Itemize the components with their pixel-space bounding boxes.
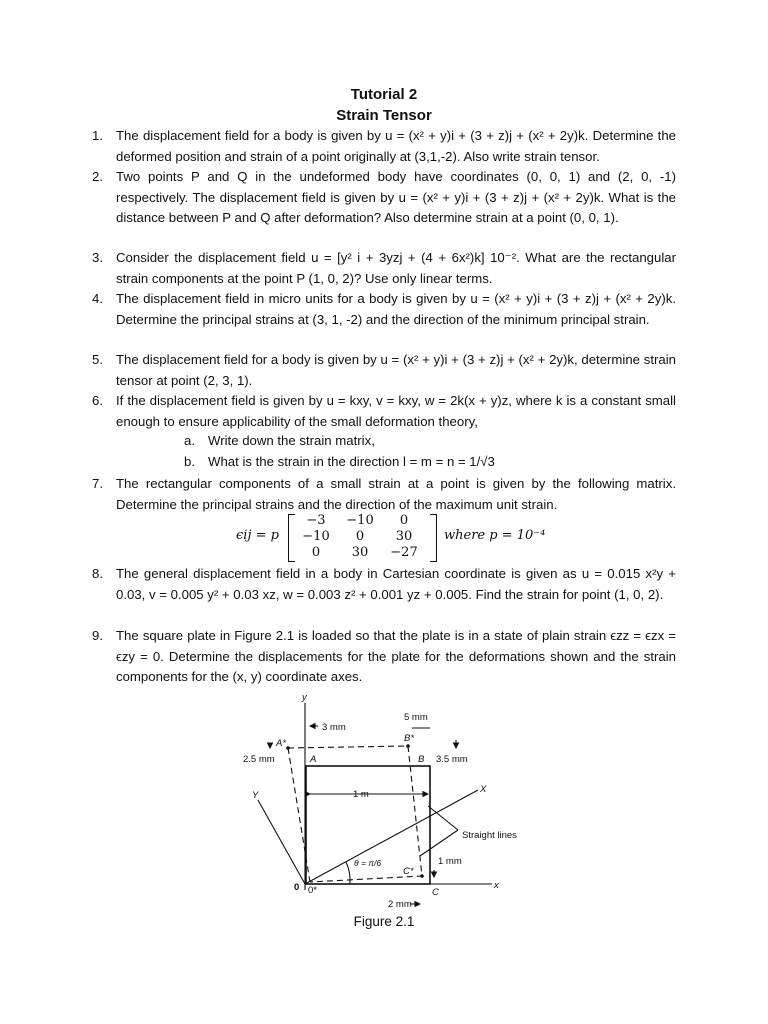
question-8 <box>92 564 676 605</box>
label-origin: 0 <box>294 882 300 893</box>
part-text: What is the strain in the direction l = m = n = 1/√3 <box>208 454 495 469</box>
label-C-star: C* <box>403 866 414 877</box>
question-text: The general displacement field in a body in Cartesian coordinate is given as u = 0.015 x²y + 0.03, v = 0.005 y² + 0.03 xz, w = 0.003 z² + 0.001 yz + 0.005. Find the strain for point (1, 0, 2). <box>116 566 676 602</box>
question-number: 2. <box>92 169 103 184</box>
Y-axis-rotated <box>258 800 305 884</box>
label-1m: 1 m <box>353 789 369 800</box>
strain-matrix <box>236 512 576 560</box>
figure-caption: Figure 2.1 <box>353 914 415 929</box>
label-B-star: B* <box>404 733 415 744</box>
matrix-cell: −3 <box>306 513 326 528</box>
question-number: 1. <box>92 128 103 143</box>
matrix-cell: −27 <box>390 545 418 560</box>
question-number: 5. <box>92 352 103 367</box>
label-2mm: 2 mm <box>388 899 412 910</box>
matrix-bracket-left <box>288 514 295 562</box>
X-axis-rotated <box>305 790 478 884</box>
label-C: C <box>432 887 439 898</box>
matrix-cell: 0 <box>355 529 365 544</box>
question-7 <box>92 474 676 515</box>
question-number: 9. <box>92 628 103 643</box>
question-5 <box>92 350 676 391</box>
deformed-shape <box>288 746 422 882</box>
label-theta: θ = π/6 <box>354 858 382 868</box>
label-5mm: 5 mm <box>404 712 428 723</box>
question-2 <box>92 167 676 229</box>
question-number: 4. <box>92 291 103 306</box>
theta-arc <box>346 862 350 884</box>
part-label: a. <box>184 433 195 448</box>
question-text: The displacement field for a body is given by u = (x² + y)i + (3 + z)j + (x² + 2y)k. Determine the deformed position and strain of a point originally at (3,1,-2). Also write strain tensor. <box>116 128 676 164</box>
question-1 <box>92 126 676 167</box>
leader-line <box>420 830 458 856</box>
question-6 <box>92 391 676 432</box>
matrix-cell: −10 <box>302 529 330 544</box>
matrix-cell: −10 <box>346 513 374 528</box>
label-A: A <box>310 754 317 765</box>
question-number: 6. <box>92 393 103 408</box>
question-text: The displacement field for a body is given by u = (x² + y)i + (3 + z)j + (x² + 2y)k, determine strain tensor at point (2, 3, 1). <box>116 352 676 388</box>
label-origin-star: 0* <box>308 885 317 896</box>
question-9 <box>92 626 676 688</box>
page-subtitle: Strain Tensor <box>336 107 432 124</box>
question-number: 8. <box>92 566 103 581</box>
question-text: Two points P and Q in the undeformed body have coordinates (0, 0, 1) and (2, 0, -1) respectively. The displacement field is given by u = (x² + y)i + (3 + z)j + (x² + 2y)k. What is the distance between P and Q after deformation? Also determine strain at a point (0, 0, 1). <box>116 169 676 225</box>
label-X: X <box>480 784 487 795</box>
undeformed-square <box>306 766 430 884</box>
question-3 <box>92 248 676 289</box>
label-straight-lines: Straight lines <box>462 830 517 841</box>
question-number: 7. <box>92 476 103 491</box>
deformed-left-edge <box>288 748 310 882</box>
matrix-lhs: ϵij = p <box>236 528 279 543</box>
label-3-5mm: 3.5 mm <box>436 754 468 765</box>
q6-part-a <box>184 431 375 451</box>
q6-part-b <box>184 452 495 472</box>
question-4 <box>92 289 676 330</box>
label-3mm: 3 mm <box>322 722 346 733</box>
part-label: b. <box>184 454 195 469</box>
part-text: Write down the strain matrix, <box>208 433 375 448</box>
label-1mm: 1 mm <box>438 856 462 867</box>
label-Y: Y <box>252 790 259 801</box>
question-text: The square plate in Figure 2.1 is loaded so that the plate is in a state of plain strain ϵzz = ϵzx = ϵzy = 0. Determine the displacements for the plate for the deformations shown and the strain components for the (x, y) coordinate axes. <box>116 628 676 684</box>
question-text: The rectangular components of a small strain at a point is given by the following matrix. Determine the principal strains and the direction of the maximum unit strain. <box>116 476 676 512</box>
question-text: If the displacement field is given by u = kxy, v = kxy, w = 2k(x + y)z, where k is a constant small enough to ensure applicability of the small deformation theory, <box>116 393 676 429</box>
label-A-star: A* <box>276 738 287 749</box>
label-y: y <box>302 692 307 703</box>
question-number: 3. <box>92 250 103 265</box>
label-B: B <box>418 754 425 765</box>
page-title: Tutorial 2 <box>350 86 418 103</box>
label-2-5mm: 2.5 mm <box>243 754 275 765</box>
matrix-cell: 0 <box>311 545 321 560</box>
matrix-cell: 0 <box>399 513 409 528</box>
leader-line <box>428 806 458 830</box>
matrix-bracket-right <box>430 514 437 562</box>
question-text: The displacement field in micro units for a body is given by u = (x² + y)i + (3 + z)j + (x² + 2y)k. Determine the principal strains at (3, 1, -2) and the direction of the minimum principal strain. <box>116 291 676 327</box>
label-x: x <box>494 880 499 891</box>
matrix-rhs: where p = 10⁻⁴ <box>444 528 546 543</box>
matrix-cell: 30 <box>395 529 413 544</box>
matrix-cell: 30 <box>351 545 369 560</box>
question-text: Consider the displacement field u = [y² i + 3yzj + (4 + 6x²)k] 10⁻². What are the rectangular strain components at the point P (1, 0, 2)? Use only linear terms. <box>116 250 676 286</box>
